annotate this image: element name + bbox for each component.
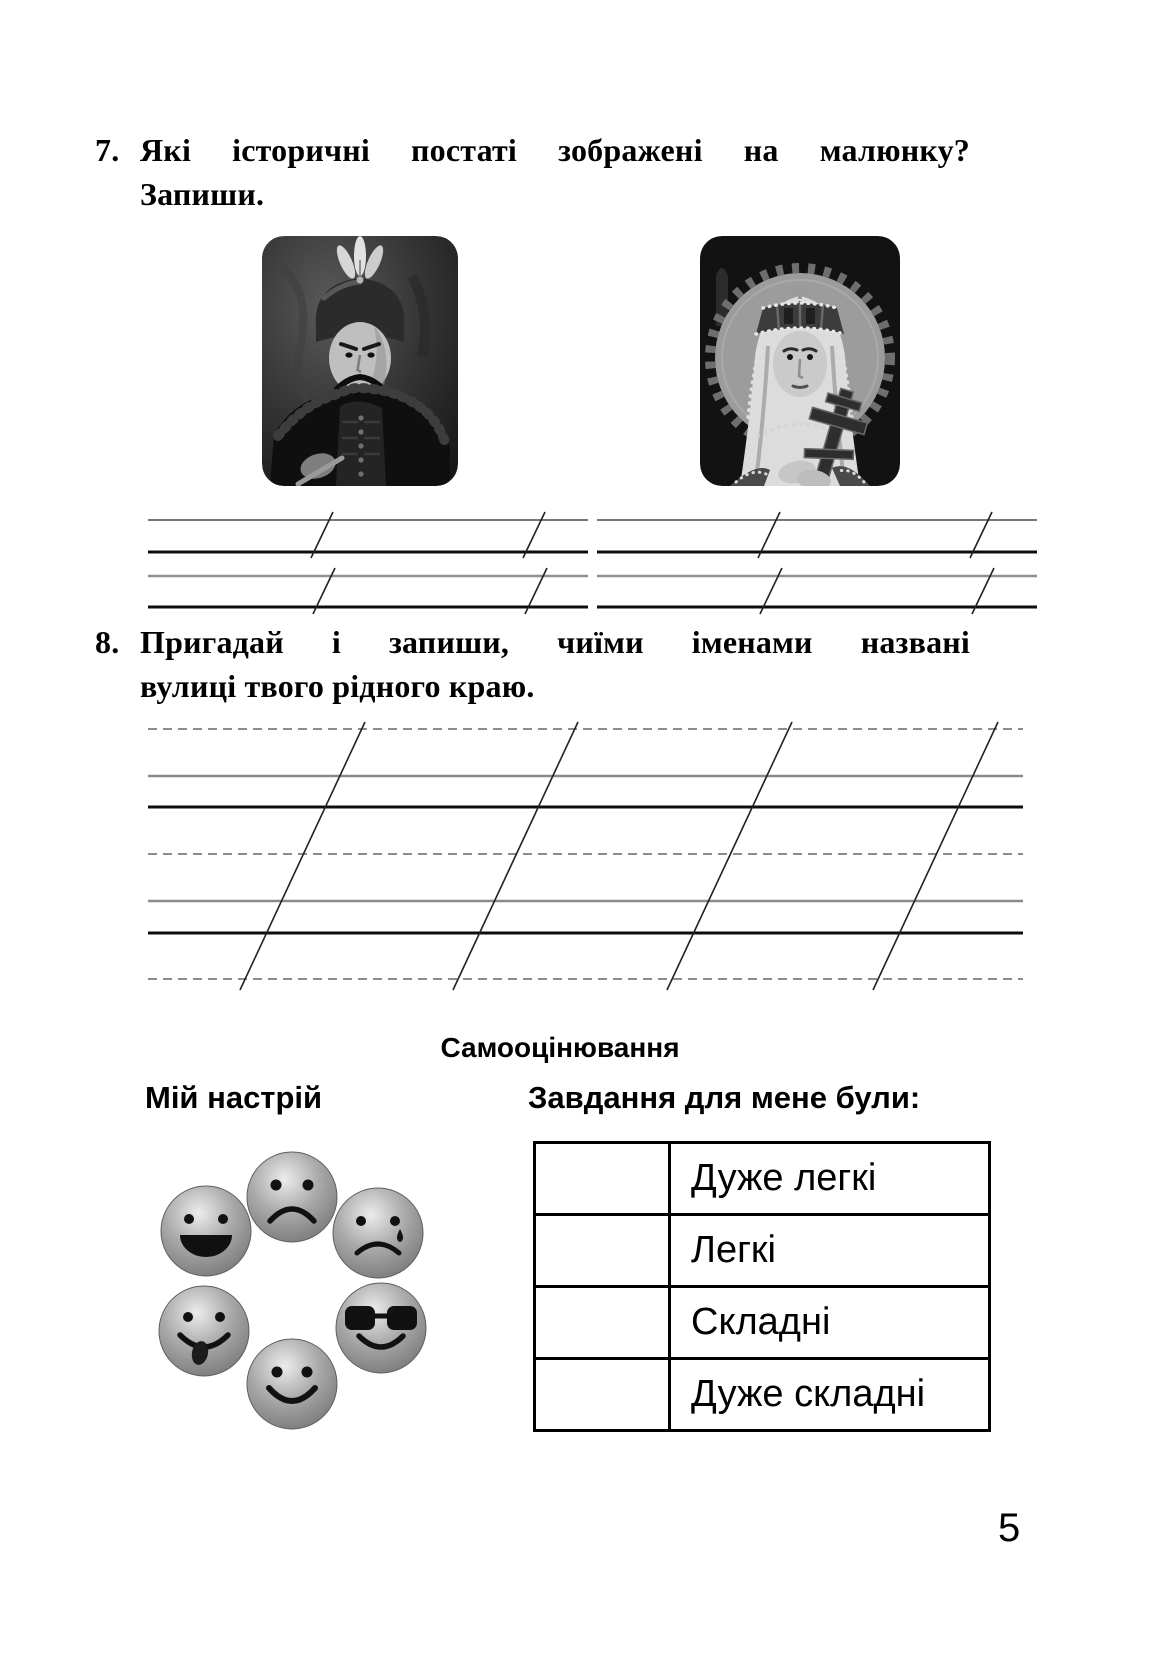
checkbox-cell-very-easy[interactable]: [536, 1144, 671, 1213]
difficulty-table: [533, 1141, 991, 1432]
checkbox-cell-hard[interactable]: [536, 1288, 671, 1357]
question-7-line2: Запиши.: [140, 176, 265, 212]
mood-picker: [145, 1145, 445, 1445]
ruled-grid: [148, 715, 1023, 995]
question-7-number: 7.: [95, 132, 120, 168]
self-assessment-title: Самооцінювання: [440, 1032, 680, 1063]
answer-area-q7-right[interactable]: [597, 500, 1037, 620]
ruled-lines: [148, 500, 588, 620]
mood-crying-icon[interactable]: [333, 1188, 423, 1278]
ruled-lines: [597, 500, 1037, 620]
table-row: [536, 1213, 988, 1285]
question-7-text: [140, 128, 970, 216]
checkbox-cell-very-hard[interactable]: [536, 1360, 671, 1429]
question-7: [95, 128, 970, 216]
question-8-line1: Пригадай і запиши, чиїми іменами названі: [140, 624, 970, 660]
tasks-label: Завдання для мене були:: [528, 1080, 921, 1115]
mood-label: Мій настрій: [145, 1080, 323, 1115]
question-8-line2: вулиці твого рідного краю.: [140, 668, 535, 704]
portrait-princess-icon: [700, 236, 900, 486]
question-8-number: 8.: [95, 624, 120, 660]
mood-grin-icon[interactable]: [161, 1186, 251, 1276]
mood-tongue-icon[interactable]: [159, 1286, 249, 1376]
question-7-line1: Які історичні постаті зображені на малюнку?: [140, 132, 970, 168]
table-row: [536, 1144, 988, 1213]
option-label: Легкі: [691, 1229, 776, 1271]
option-label: Дуже складні: [691, 1373, 926, 1415]
portrait-princess-image: [700, 236, 900, 486]
mood-sad-icon[interactable]: [247, 1152, 337, 1242]
question-8-text: [140, 620, 970, 708]
table-row: [536, 1285, 988, 1357]
portrait-cossack-hetman-icon: [262, 236, 458, 486]
portrait-cossack-hetman-image: [262, 236, 458, 486]
question-8: [95, 620, 970, 708]
page-number: 5: [998, 1506, 1021, 1550]
option-label: Дуже легкі: [691, 1157, 877, 1199]
answer-area-q8[interactable]: [148, 715, 1023, 995]
answer-area-q7-left[interactable]: [148, 500, 588, 620]
mood-smile-icon[interactable]: [247, 1339, 337, 1429]
table-row: [536, 1357, 988, 1429]
checkbox-cell-easy[interactable]: [536, 1216, 671, 1285]
mood-sunglasses-icon[interactable]: [336, 1283, 426, 1373]
option-label: Складні: [691, 1301, 831, 1343]
